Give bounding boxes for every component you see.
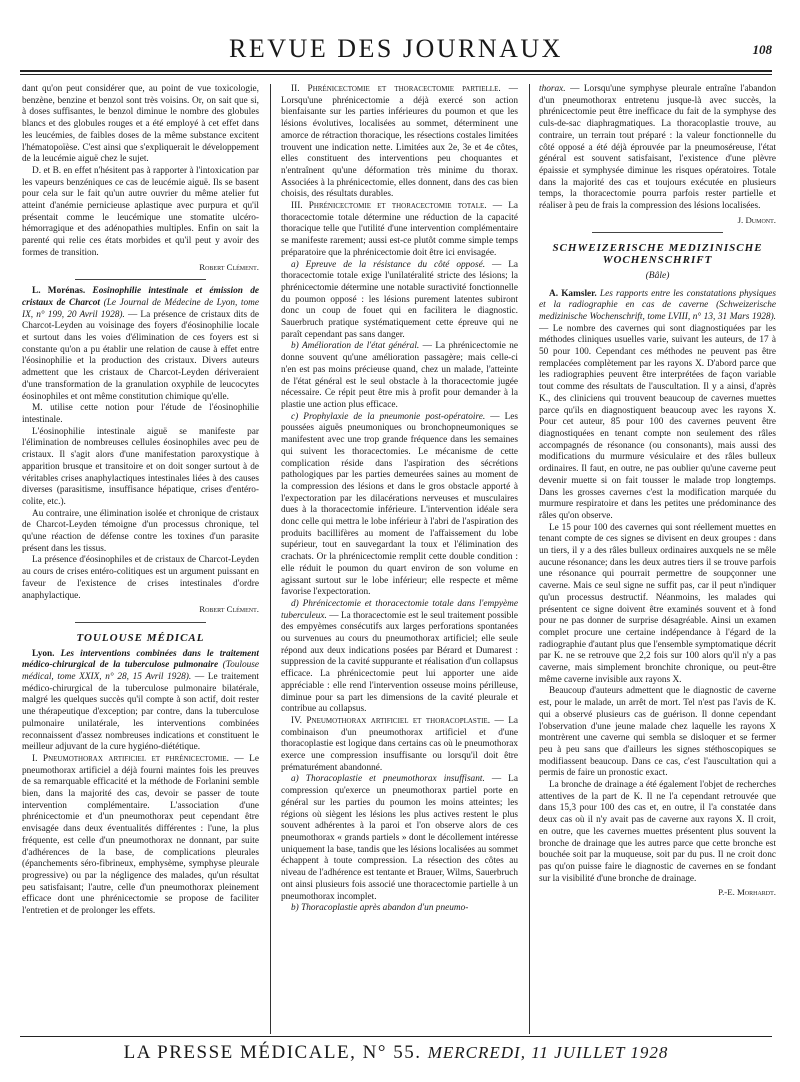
paragraph: L'éosinophilie intestinale aiguë se manifeste par l'élimination de nombreuses cellules éosinophiles avec peu de cristaux. Il s'agit alors d'une manifestation paroxystique à apparition brusque et transitoire et on doit songer surtout à de véritables crises anaphylactiques intestinales liées à des causes diverses (parasitisme, insuffisance hépatique, crises d'entéro-colite, etc.).: [22, 426, 259, 507]
article-author: L. Morénas.: [32, 286, 86, 297]
author-signature: J. Dumont.: [737, 214, 776, 225]
paragraph: [281, 412, 518, 599]
article-title: Eosinophilie intestinale et émission de cristaux de Charcot: [22, 286, 259, 308]
paragraph: [281, 341, 518, 411]
paragraph-text: — La combinaison d'un pneumothorax artificiel et d'une thoracoplastie est logique dans certains cas où le pneumothorax exerce une compression insuffisante ou lorsqu'il doit être prématurément abandonné.: [281, 715, 518, 773]
article-author: Lyon.: [32, 648, 55, 659]
paragraph-text: — La thoracectomie est le seul traitement possible des empyèmes consécutifs aux larges perforations spontanées ou survenues au cours du pneumothorax artificiel; elle seule répond aux deux indications posées par Bérard et Dumarest : suppression de la cavité suppurante et réalisation d'un collapsus efficace. La phrénicectomie peut lui apporter une aide appréciable : elle rend l'intervention osseuse moins périlleuse, diminue pour sa part les dimensions de la cavité pleurale et contribue au collapsus.: [281, 610, 518, 715]
paragraph: Beaucoup d'auteurs admettent que le diagnostic de caverne est, pour le malade, un arrêt de mort. Tel n'est pas l'avis de K. qui a observé plusieurs cas de guérison. Il donne cependant l'observation d'une jeune malade chez laquelle les rayons X montrèrent une caverne qui sembla se disloquer et se fermer peu à peu sans que d'ailleurs les signes stéthoscopiques se modifiassent beaucoup. Dans ce cas, c'est l'auscultation qui a permis de faire un pronostic exact.: [539, 686, 776, 779]
journal-title: REVUE DES JOURNAUX: [229, 34, 563, 63]
paragraph-text: — La thoracectomie totale détermine une réduction de la capacité thoracique telle que l'utilité d'une intervention complémentaire se manifeste rarement; aussi est-ce plutôt comme simple temps préparatoire que la phrénicectomie doit être ici envisagée.: [281, 201, 518, 258]
paragraph: [281, 774, 518, 903]
article-source: (Schweizerische medizinische Wochenschrift, tome LVIII, n° 13, 31 Mars 1928).: [539, 300, 776, 322]
columns: [22, 84, 778, 1034]
masthead-rule: [20, 70, 772, 72]
article-title: Les rapports entre les constatations physiques et la radiographie en cas de caverne: [539, 288, 776, 311]
column-2: [281, 84, 518, 1034]
subheading: a) Thoracoplastie et pneumothorax insuffisant.: [291, 774, 485, 785]
footer-text: [20, 1042, 772, 1064]
paragraph-text: — Le pneumothorax artificiel a déjà fourni maintes fois les preuves de sa remarquable efficacité et la méthode de Forlanini semble bien, dans la majorité des cas, devoir se passer de toute intervention complémentaire. L'association d'une phrénicectomie et d'un pneumothorax peut cependant être envisagée dans deux éventualités différentes : l'une, la plus fréquente, est celle d'un pneumothorax ne donnant, par suite d'adhérences de la base, de complications pleurales (épanchements séro-fibrineux, emphysème, symphyse pleurale progressive) ou par la négligence des malades, qu'un résultat peu satisfaisant; l'autre, celle d'un pneumothorax pleinement efficace dont une phrénicectomie se propose de faciliter l'entretien et de prolonger les effets.: [22, 753, 259, 917]
section-title: SCHWEIZERISCHE MEDIZINISCHE WOCHENSCHRIFT: [552, 242, 763, 267]
paragraph-text: — La thoracectomie totale exige l'unilatéralité stricte des lésions; la phrénicectomie détermine une notable suractivité fonctionnelle du poumon opposé : les lésions purement latentes subiront donc un coup de fouet qui en facilitera le diagnostic. Sauerbruch pratique systématiquement cette épreuve qui ne paraît cependant pas sans danger.: [281, 259, 518, 340]
subheading: III. Phrénicectomie et thoracectomie totale.: [291, 201, 487, 212]
subheading: a) Epreuve de la résistance du côté opposé.: [291, 259, 486, 270]
paragraph: Le 15 pour 100 des cavernes qui sont réellement muettes en tenant compte de ces signes se divisent en deux groupes : dans un tiers, il y a des râles bulleux ordinaires auxquels ne se mêle aucune résonance; dans les deux autres tiers il se trouve parfois une résonance qui pourrait permettre de soupçonner une caverne. Mais ce seul signe ne suffit pas, car il peut n'indiquer qu'un processus destructif. Néanmoins, les malades qui présentent ce signe doivent être examinés souvent et à fond pour ne pas donner de surprise désagréable. Ainsi un examen complet procure une certaine indépendance à l'égard de la radiographie d'autant plus que l'ensemble symptomatique décrit par K. ne se retrouve que 2,2 fois sur 100 alors qu'il n'y a pas caverne, mais simplement bronchite chronique, ou peut-être même caverne invisible aux rayons X.: [539, 522, 776, 685]
paragraph: [281, 84, 518, 201]
subheading: II. Phrénicectomie et thoracectomie partielle.: [291, 84, 501, 94]
paragraph: M. utilise cette notion pour l'étude de l'éosinophilie intestinale.: [22, 403, 259, 425]
article-intro: [539, 289, 776, 523]
page-footer: [20, 1036, 772, 1076]
subheading: I. Pneumothorax artificiel et phrénicectomie.: [32, 753, 229, 764]
author-signature: Robert Clément.: [199, 261, 259, 272]
paragraph: dant qu'on peut considérer que, au point de vue toxicologie, benzène, benzine et benzol sont très voisins. Or, on sait que si, à doses suffisantes, le benzol diminue le nombre des globules blancs et des globules rouges et a été employé à cet effet dans les leucémies, de faibles doses de la même substance excitent l'hématopoïèse. C'est ainsi que s'expliquerait le développement de la leucémie aiguë chez le sujet.: [22, 84, 259, 165]
paragraph: La présence d'éosinophiles et de cristaux de Charcot-Leyden au cours de crises entéro-colitiques est un argument puissant en faveur de l'existence de crises intestinales d'ordre anaphylactique.: [22, 555, 259, 601]
section-city: (Bâle): [645, 270, 670, 281]
paragraph: Au contraire, une élimination isolée et chronique de cristaux de Charcot-Leyden témoigne d'un processus chronique, tel qu'une réaction de défense contre les toxines d'un parasite présent dans les tissus.: [22, 508, 259, 554]
footer-journal: LA PRESSE MÉDICALE, N° 55.: [123, 1042, 422, 1063]
article-author: A. Kamsler.: [549, 288, 597, 299]
article-intro: [22, 286, 259, 403]
masthead: [20, 28, 772, 88]
footer-date: MERCREDI, 11 JUILLET 1928: [427, 1043, 669, 1062]
column-1: [22, 84, 259, 1034]
paragraph: [281, 201, 518, 260]
paragraph: [281, 599, 518, 716]
separator: [75, 279, 205, 280]
paragraph: [281, 903, 518, 915]
paragraph: [281, 260, 518, 342]
paragraph: [281, 716, 518, 775]
masthead-rule-thin: [20, 74, 772, 75]
paragraph-text: — Les poussées aiguës pneumoniques ou bronchopneumoniques se manifestent avec une trop grande fréquence dans les semaines qui suivent les thoracectomies. Le mécanisme de cette complication réside dans l'aspiration des sécrétions pathologiques par les parties demeurées saines au moment de la compression des lésions et dans le gros obstacle apporté à l'expectoration par les dilacérations nerveuses et musculaires dues à la thoracectomie inférieure. L'intervention idéale sera donc celle qui mettra le lobe inférieur à l'abri de l'aspiration des produits bacillifères au moment de l'affaissement du lobe supérieur, tout en sauvegardant la toux et l'élimination des crachats. Or la phrénicectomie remplit cette double condition : elle réduit le poumon du quart environ de son volume en agissant surtout sur le lobe inférieur; elle respecte et même favorise l'expectoration.: [281, 411, 518, 598]
paragraph: — Le traitement médico-chirurgical de la tuberculose pulmonaire bilatérale, malgré les quelques succès qu'il compte à son actif, doit rester une thérapeutique d'exception; par contre, dans la tuberculose pulmonaire unilatérale, les interventions combinées reconnaissent d'assez nombreuses indications et constituent le meilleur adjuvant de la cure hygiéno-diététique.: [22, 672, 259, 753]
subheading: b) Thoracoplastie après abandon d'un pneumo-: [291, 903, 469, 914]
column-3: [539, 84, 776, 1034]
author-signature: Robert Clément.: [199, 604, 259, 615]
subheading: b) Amélioration de l'état général.: [291, 341, 420, 352]
paragraph: D. et B. en effet n'hésitent pas à rapporter à l'intoxication par les vapeurs benzéniques ce cas de leucémie aiguë. Ils se basent pour cela sur le fait qu'un autre ouvrier du même atelier fut atteint d'anémie pernicieuse aplastique avec purpura et qu'il présentait comme le leucémique une stomatite ulcéro-hémorragique et des adénopathies multiples. Enfin on sait la parenté qui relie ces états morbides et qu'il peut y avoir des formes de transition.: [22, 165, 259, 258]
paragraph: La bronche de drainage a été également l'objet de recherches attentives de la part de K. Il ne l'a cependant retrouvée que dans 15,3 pour 100 des cas et, en outre, il l'a constatée dans deux cas où il n'y avait pas de caverne aux rayons X. Il croit, en outre, que les cavernes muettes présentent plus souvent la bronche de drainage que les autres parce que cette bronche est bouchée soit par la muqueuse, soit par du pus. Il ne croit donc pas qu'on puisse faire le diagnostic de cavernes en se fondant sur la visibilité d'une bronche de drainage.: [539, 780, 776, 884]
separator: [75, 622, 205, 623]
paragraph-text: — Lorsqu'une phrénicectomie a déjà exercé son action bienfaisante sur les parties inférieures du poumon et que les lésions évolutives, localisées au sommet, déterminent une amorce de rétraction thoracique, les résections costales limitées trouvent une indication nette. Limitées aux 2e, 3e et 4e côtes, elles constituent des interventions peu choquantes et n'entraînent qu'une déformation très minime du thorax. Associées à la phrénicectomie, elles donnent, dans des cas bien choisis, des résultats durables.: [281, 84, 518, 200]
paragraph-text: — Lorsqu'une symphyse pleurale entraîne l'abandon d'un pneumothorax entretenu jusque-là avec succès, la phrénicectomie peut être inefficace du fait de la symphyse des culs-de-sac diaphragmatiques. La thoracoplastie trouve, au contraire, un terrain tout préparé : la valeur fonctionnelle du côté opposé a été déjà éprouvée par la pneumoséreuse, l'état général est souvent satisfaisant, l'existence d'une plèvre épaissie et symphysée diminue les risques opératoires. Totale dans la majorité des cas et toujours exécutée en plusieurs temps, la thoracectomie pourra parfois rester partielle et réaliser à peu de frais la compression des lésions localisées.: [539, 84, 776, 212]
subheading: d) Phrénicectomie et thoracectomie totale dans l'empyème tuberculeux.: [281, 598, 518, 621]
paragraph-text: — La phrénicectomie ne donne souvent qu'une amélioration passagère; mais celle-ci n'en est pas moins précieuse quand, chez un malade, l'atteinte de l'état général est le seul obstacle à la thoracectomie jugée nécessaire. Ce répit peut être mis à profit pour demander à la plastie une action plus efficace.: [281, 341, 518, 410]
paragraph: — Le nombre des cavernes qui sont diagnostiquées par les méthodes cliniques usuelles varie, suivant les auteurs, de 17 à 50 pour 100. Cependant ces méthodes ne peuvent pas être remplacées complètement par les rayons X. D'abord parce que les radiographies peuvent être interprétées de façon variable tout comme des résultats de l'auscultation. Il y a ainsi, d'après K., des cliniciens qui trouvent beaucoup de cavernes muettes parce qu'ils en diagnostiquent beaucoup avec les rayons X. Pour cet auteur, 85 pour 100 des cavernes peuvent être diagnostiquées en tenant compte non seulement des râles accompagnés de résonance (ou consonants), mais aussi des modifications du murmure vésiculaire et des râles bulleux ordinaires. Il faut, en outre, ne pas oublier qu'une caverne peut devenir muette si on fait tousser le malade trop longtemps. Dans les grosses cavernes c'est la modification marquée du murmure respiratoire et dans les petites une prédominance des râles qu'on observe.: [539, 323, 776, 521]
section-title: TOULOUSE MÉDICAL: [76, 631, 205, 644]
article-title: Les interventions combinées dans le traitement médico-chirurgical de la tuberculose pulmonaire: [22, 648, 259, 671]
article-source: (Le Journal de Médecine de Lyon, tome IX, n° 199, 20 Avril 1928).: [22, 297, 259, 320]
subheading: thorax.: [539, 84, 566, 94]
article-intro: [22, 649, 259, 754]
paragraph: [22, 754, 259, 918]
article-source: (Toulouse médical, tome XXIX, n° 28, 15 Avril 1928).: [22, 660, 259, 683]
subheading: c) Prophylaxie de la pneumonie post-opératoire.: [291, 411, 486, 422]
author-signature: P.-E. Morhardt.: [718, 887, 776, 898]
page-number: 108: [752, 42, 772, 57]
footer-rule: [20, 1036, 772, 1037]
separator: [592, 232, 722, 233]
paragraph: — La présence de cristaux dits de Charcot-Leyden au voisinage des foyers d'éosinophilie locale et surtout dans les voies d'élimination de ces foyers est si constante qu'on a pu établir une relation de cause à effet entre l'éosinophilie et la production des cristaux. Divers auteurs admettent que les cristaux de Charcot-Leyden dériveraient d'une transformation de la granulation oxyphile de leucocytes éosinophiles et ont même constitution chimique qu'elle.: [22, 309, 259, 402]
paragraph: [539, 84, 776, 213]
subheading: IV. Pneumothorax artificiel et thoracoplastie.: [291, 715, 491, 726]
paragraph-text: — La compression qu'exerce un pneumothorax partiel porte en général sur les parties du poumon les moins atteintes; les régions où siègent les lésions les plus actives restent le plus souvent adhérentes à la paroi et l'on observe alors de ces pneumothorax « grands partiels » dont le décollement intéresse uniquement la base, tandis que les lésions localisées au sommet échappent à toute compression. La résection des côtes au niveau de l'adhérence est tentante et Brauer, Wilms, Sauerbruch ont ainsi plusieurs fois associé une thoracectomie partielle à un pneumothorax incomplet.: [281, 774, 518, 902]
